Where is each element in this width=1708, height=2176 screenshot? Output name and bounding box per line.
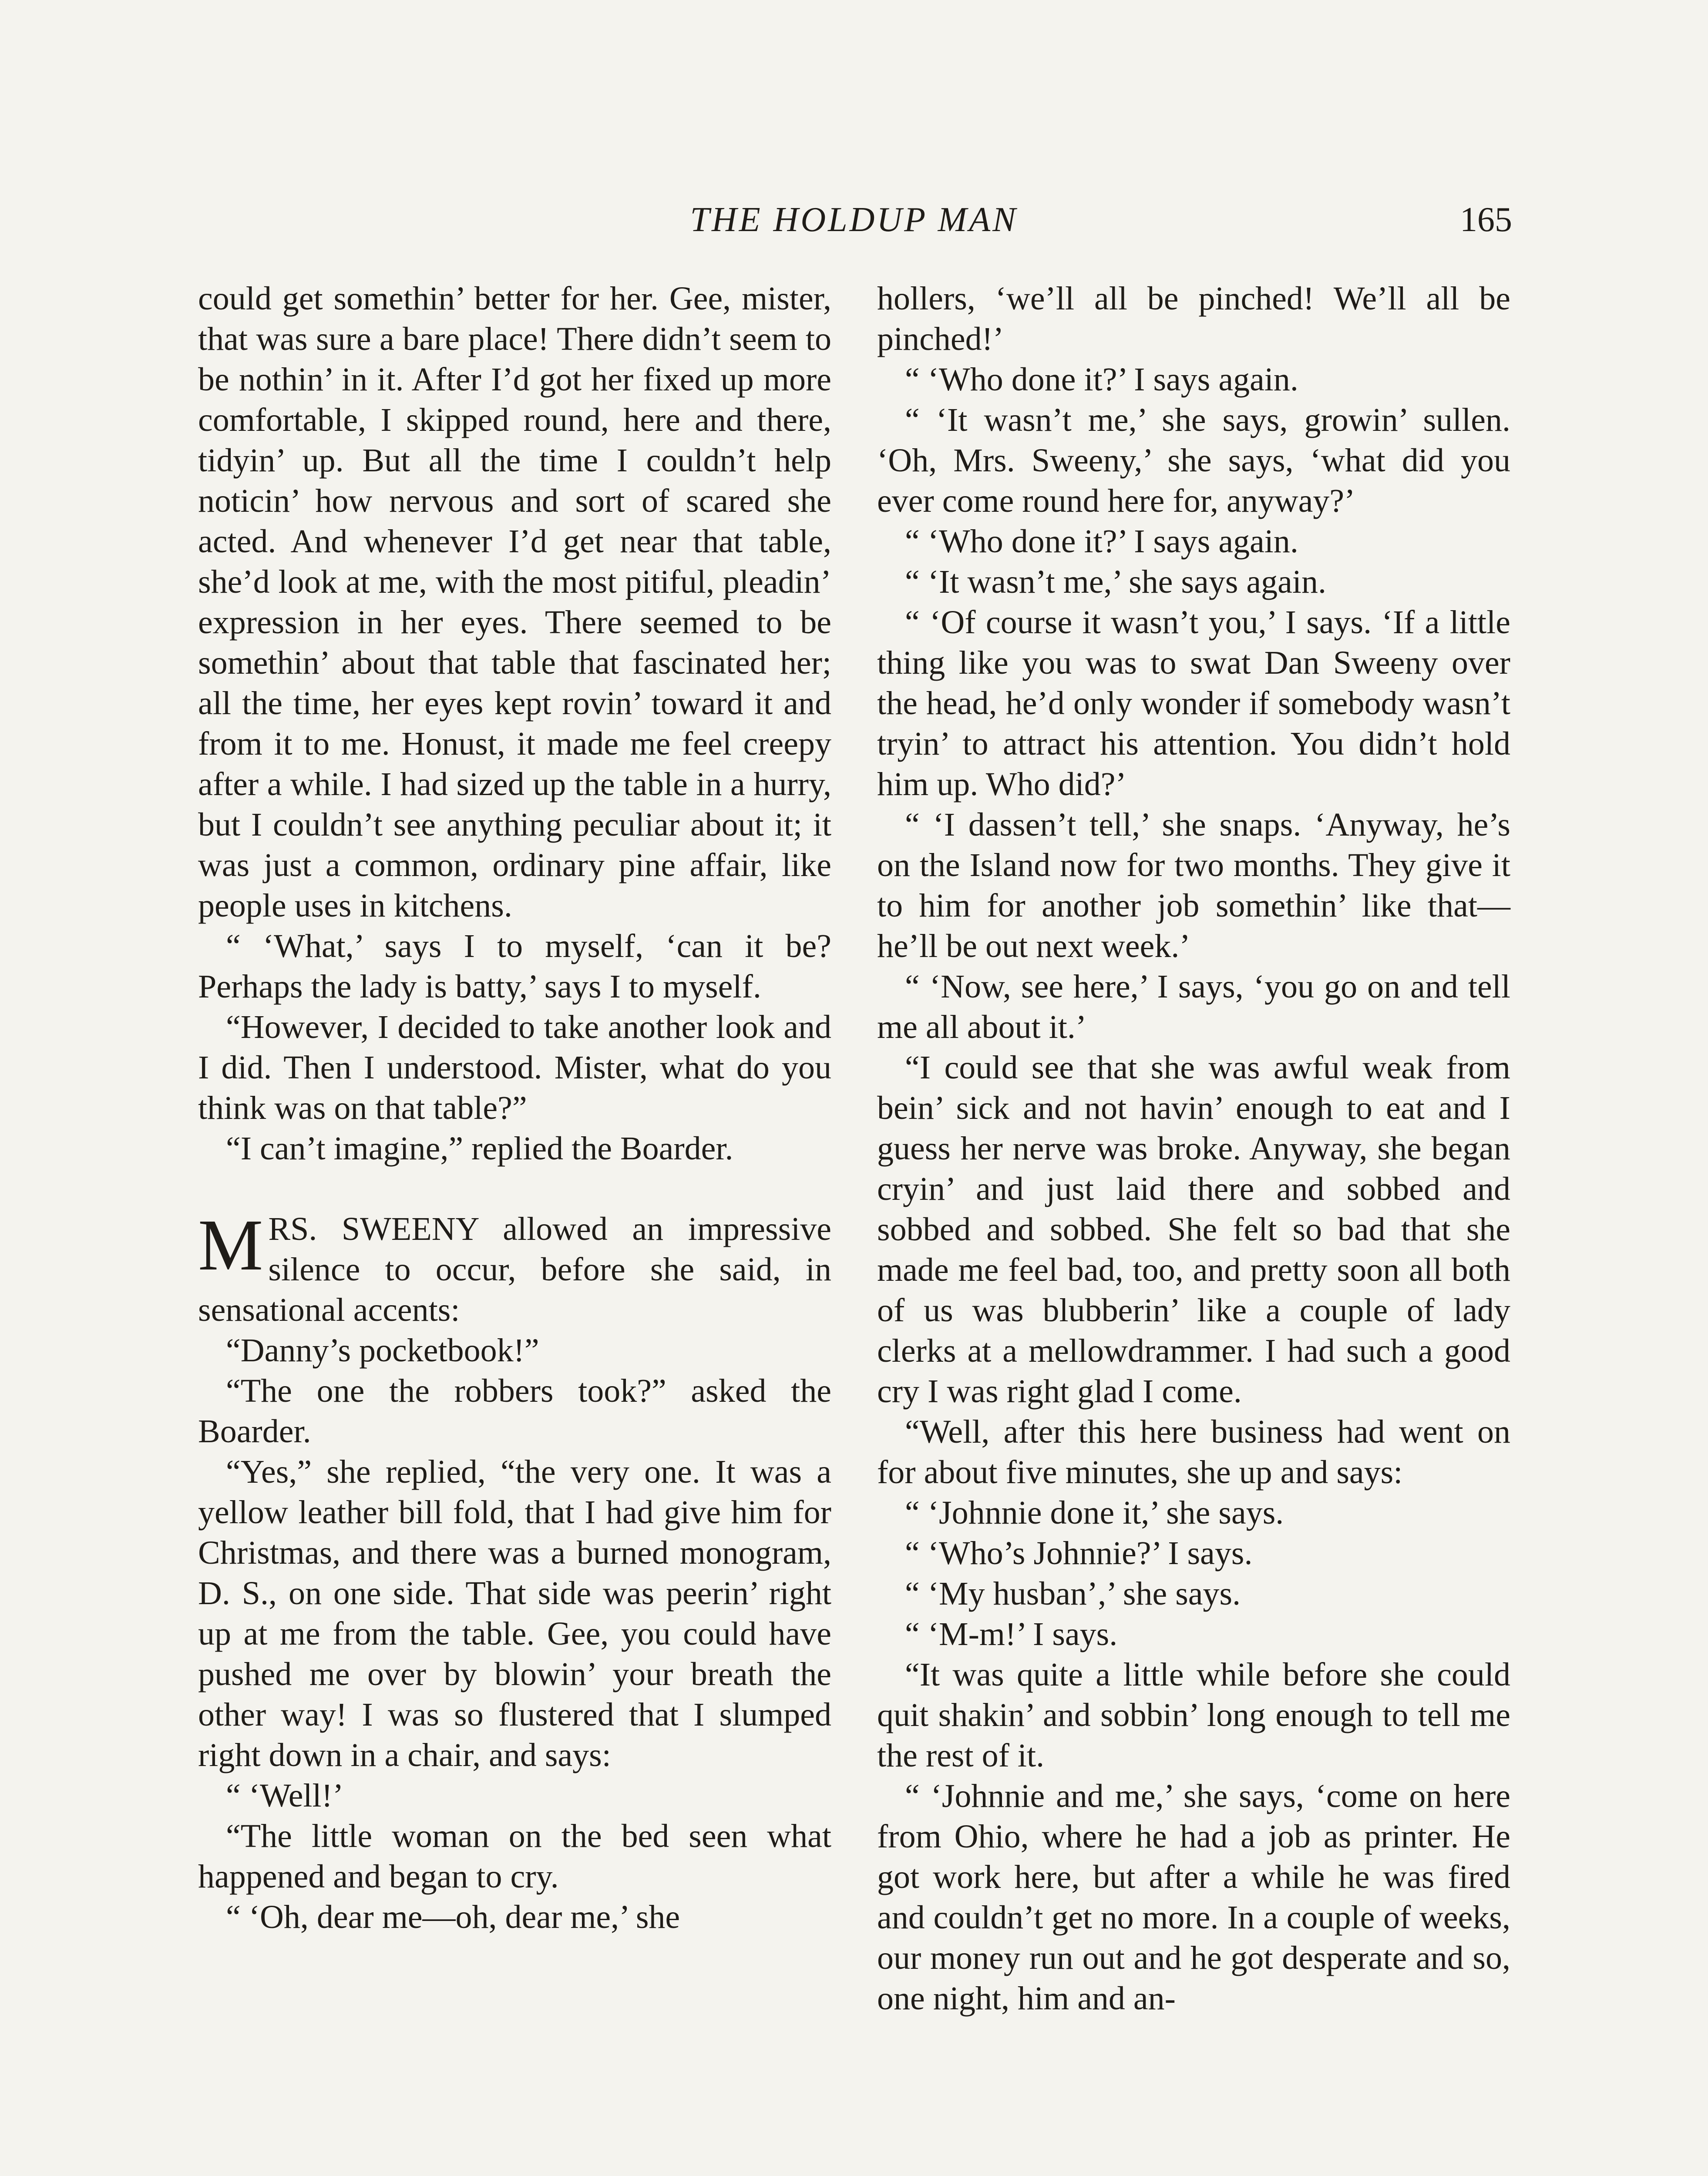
- paragraph: “However, I decided to take another look and I did. Then I understood. Mister, what do you think was on that table?”: [198, 1009, 831, 1126]
- section-opening-text: RS. SWEENY allowed an impressive silence to occur, before she said, in sensational accents:: [198, 1211, 831, 1328]
- paragraph: “ ‘Who done it?’ I says again.: [905, 523, 1298, 560]
- paragraph: “The little woman on the bed seen what happened and began to cry.: [198, 1818, 831, 1895]
- paragraph: “Danny’s pocketbook!”: [226, 1332, 539, 1369]
- paragraph: hollers, ‘we’ll all be pinched! We’ll all be pinched!’: [877, 280, 1510, 357]
- paragraph: “It was quite a little while before she could quit shakin’ and sobbin’ long enough to tell me the rest of it.: [877, 1656, 1510, 1774]
- paragraph: “ ‘I dassen’t tell,’ she snaps. ‘Anyway, he’s on the Island now for two months. They give it to him for another job somethin’ like that—he’ll be out next week.’: [877, 806, 1510, 964]
- paragraph: “ ‘It wasn’t me,’ she says again.: [905, 564, 1326, 600]
- paragraph: “Yes,” she replied, “the very one. It was a yellow leather bill fold, that I had give him for Christmas, and there was a burned monogram, D. S., on one side. That side was peerin’ right up at me from the table. Gee, you could have pushed me over by blowin’ your breath the other way! I was so flustered that I slumped right down in a chair, and says:: [198, 1454, 831, 1773]
- paragraph: “Well, after this here business had went on for about five minutes, she up and says:: [877, 1414, 1510, 1491]
- left-column: [198, 279, 831, 1938]
- paragraph: “ ‘Johnnie and me,’ she says, ‘come on here from Ohio, where he had a job as printer. He got work here, but after a while he was fired and couldn’t get no more. In a couple of weeks, our money run out and he got desperate and so, one night, him and an-: [877, 1778, 1510, 2017]
- paragraph: “ ‘Now, see here,’ I says, ‘you go on and tell me all about it.’: [877, 968, 1510, 1045]
- right-column: [877, 279, 1510, 2019]
- paragraph: “ ‘M-m!’ I says.: [905, 1616, 1118, 1652]
- page-number: 165: [1460, 201, 1512, 239]
- paragraph: “ ‘Who done it?’ I says again.: [905, 361, 1298, 398]
- paragraph: could get somethin’ better for her. Gee, mister, that was sure a bare place! There didn’t seem to be nothin’ in it. After I’d got her fixed up more comfortable, I skipped round, here and there, tidyin’ up. But all the time I couldn’t help noticin’ how nervous and sort of scared she acted. And whenever I’d get near that table, she’d look at me, with the most pitiful, pleadin’ expression in her eyes. There seemed to be somethin’ about that table that fascinated her; all the time, her eyes kept rovin’ toward it and from it to me. Honust, it made me feel creepy after a while. I had sized up the table in a hurry, but I couldn’t see anything peculiar about it; it was just a common, ordinary pine affair, like people uses in kitchens.: [198, 280, 831, 924]
- paragraph: “ ‘Well!’: [226, 1777, 344, 1814]
- drop-cap: M: [198, 1205, 262, 1286]
- section-opening-paragraph: [198, 1205, 831, 1330]
- paragraph: “I could see that she was awful weak from bein’ sick and not havin’ enough to eat and I guess her nerve was broke. Anyway, she began cryin’ and just laid there and sobbed and sobbed and sobbed. She felt so bad that she made me feel bad, too, and pretty soon all both of us was blubberin’ like a couple of lady clerks at a mellowdrammer. I had such a good cry I was right glad I come.: [877, 1049, 1510, 1410]
- paragraph: “ ‘My husban’,’ she says.: [905, 1575, 1241, 1612]
- paragraph: “ ‘It wasn’t me,’ she says, growin’ sullen. ‘Oh, Mrs. Sweeny,’ she says, ‘what did you ever come round here for, anyway?’: [877, 402, 1510, 519]
- paragraph: “I can’t imagine,” replied the Boarder.: [226, 1130, 733, 1167]
- paragraph: “ ‘What,’ says I to myself, ‘can it be? Perhaps the lady is batty,’ says I to myself.: [198, 928, 831, 1005]
- paragraph: “ ‘Johnnie done it,’ she says.: [905, 1494, 1284, 1531]
- paragraph: “ ‘Of course it wasn’t you,’ I says. ‘If a little thing like you was to swat Dan Sweeny over the head, he’d only wonder if somebody wasn’t tryin’ to attract his attention. You didn’t hold him up. Who did?’: [877, 604, 1510, 803]
- running-title: THE HOLDUP MAN: [690, 201, 1018, 239]
- paragraph: “ ‘Oh, dear me—oh, dear me,’ she: [226, 1899, 680, 1935]
- paragraph: “The one the robbers took?” asked the Boarder.: [198, 1373, 831, 1450]
- paragraph: “ ‘Who’s Johnnie?’ I says.: [905, 1535, 1253, 1572]
